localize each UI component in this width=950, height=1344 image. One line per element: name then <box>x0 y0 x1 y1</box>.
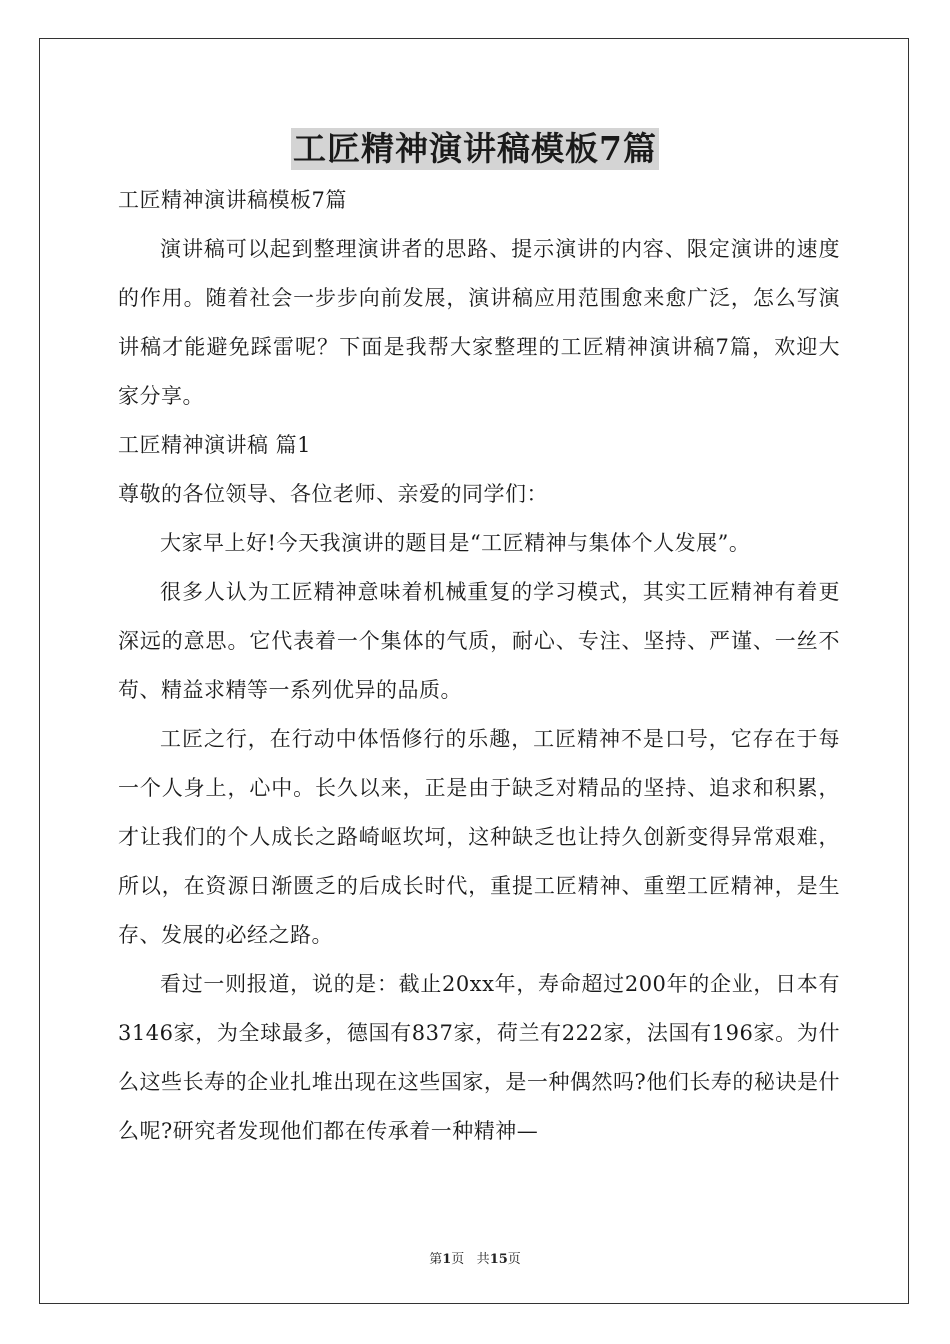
document-body <box>118 176 840 1156</box>
paragraph: 工匠精神演讲稿模板7篇 <box>118 188 347 212</box>
paragraph: 大家早上好!今天我演讲的题目是“工匠精神与集体个人发展”。 <box>160 531 751 555</box>
document-title-text: 工匠精神演讲稿模板7篇 <box>293 129 657 168</box>
page-footer <box>0 1248 950 1267</box>
paragraph: 很多人认为工匠精神意味着机械重复的学习模式，其实工匠精神有着更深远的意思。它代表着一个集体的气质，耐心、专注、坚持、严谨、一丝不苟、精益求精等一系列优异的品质。 <box>118 580 840 702</box>
paragraph: 尊敬的各位领导、各位老师、亲爱的同学们： <box>118 482 548 506</box>
footer-page-number: 1 <box>442 1252 452 1267</box>
footer-total-prefix: 共 <box>476 1252 490 1267</box>
footer-page-prefix: 第 <box>429 1252 443 1267</box>
document-title <box>0 128 950 170</box>
footer-total-pages: 15 <box>489 1252 508 1267</box>
footer-page-unit: 页 <box>451 1252 465 1267</box>
paragraph: 演讲稿可以起到整理演讲者的思路、提示演讲的内容、限定演讲的速度的作用。随着社会一步步向前发展，演讲稿应用范围愈来愈广泛，怎么写演讲稿才能避免踩雷呢？下面是我帮大家整理的工匠精神演讲稿7篇，欢迎大家分享。 <box>118 237 840 408</box>
paragraph: 看过一则报道，说的是：截止20xx年，寿命超过200年的企业，日本有3146家，为全球最多，德国有837家，荷兰有222家，法国有196家。为什么这些长寿的企业扎堆出现在这些国家，是一种偶然吗?他们长寿的秘诀是什么呢?研究者发现他们都在传承着一种精神— <box>118 972 840 1143</box>
paragraph: 工匠精神演讲稿 篇1 <box>118 433 312 457</box>
paragraph: 工匠之行，在行动中体悟修行的乐趣，工匠精神不是口号，它存在于每一个人身上，心中。长久以来，正是由于缺乏对精品的坚持、追求和积累，才让我们的个人成长之路崎岖坎坷，这种缺乏也让持久创新变得异常艰难，所以，在资源日渐匮乏的后成长时代，重提工匠精神、重塑工匠精神，是生存、发展的必经之路。 <box>118 727 840 947</box>
footer-total-unit: 页 <box>507 1252 521 1267</box>
